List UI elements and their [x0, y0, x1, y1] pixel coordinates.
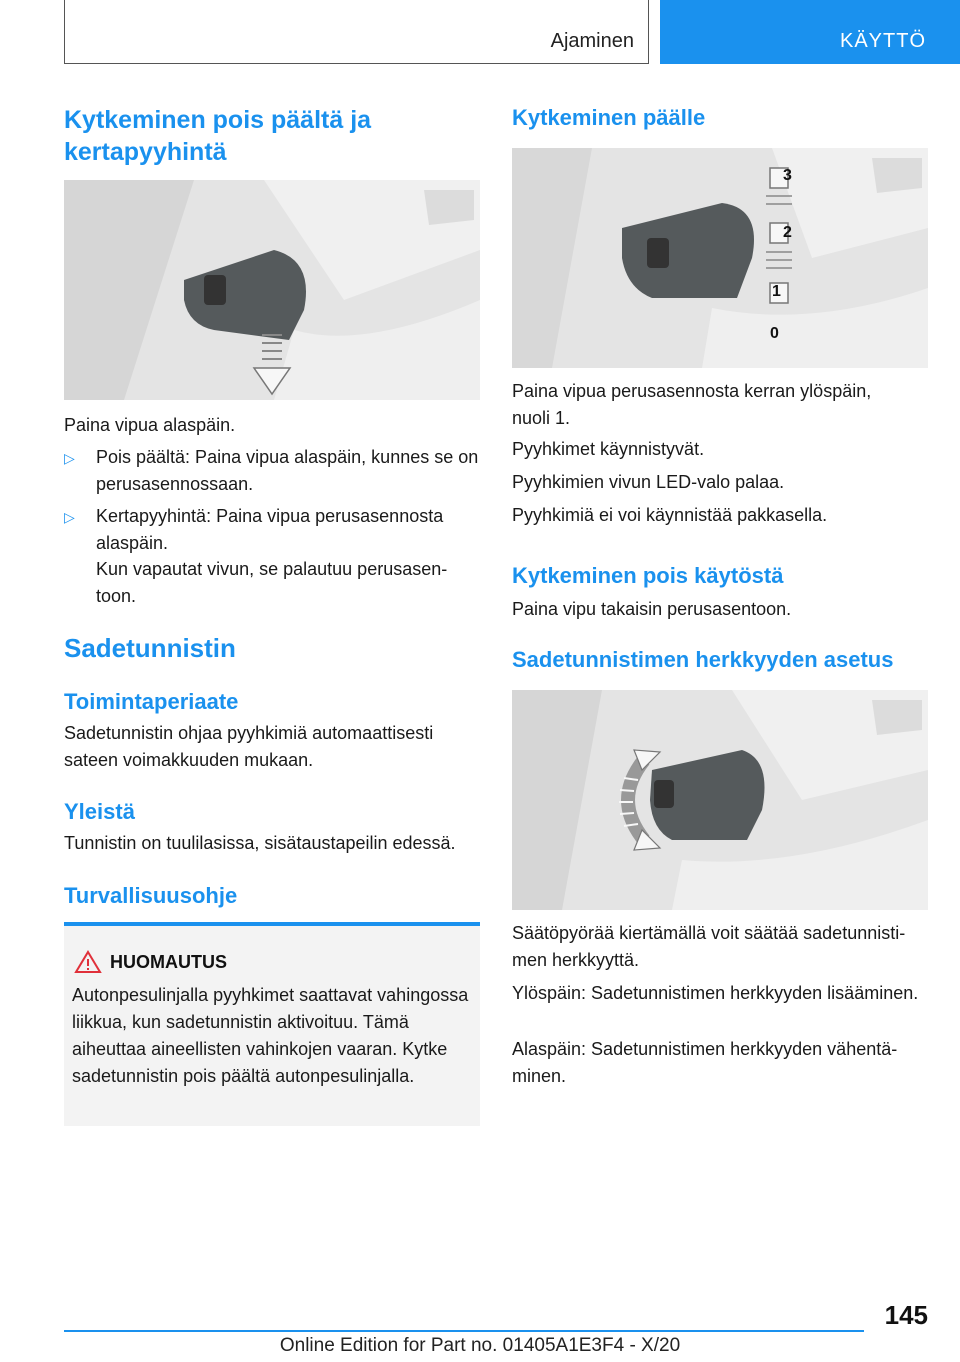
lever-down-illustration — [64, 180, 480, 400]
text-bullet-single-wipe: Kertapyyhintä: Paina vipua perusasennosta alaspäin. — [96, 506, 444, 553]
header-section: Ajaminen — [550, 30, 634, 52]
sensitivity-wheel-illustration — [512, 690, 928, 910]
text-general: Tunnistin on tuulilasissa, sisätaustapeilin edessä. — [64, 833, 456, 853]
text-bullet-off: Pois päältä: Paina vipua alaspäin, kunnes se on perusasennossaan. — [96, 447, 479, 494]
warning-triangle-icon — [74, 950, 102, 974]
heading-deactivate: Kytkeminen pois käytöstä — [512, 563, 784, 588]
heading-sensitivity: Sadetunnistimen herkkyyden asetus — [512, 647, 894, 672]
heading-principle: Toimintaperiaate — [64, 689, 239, 714]
label-position-1: 1 — [772, 283, 781, 300]
image-sensitivity-wheel — [512, 690, 928, 910]
footer-edition: Online Edition for Part no. 01405A1E3F4 - X/20 — [279, 1335, 681, 1356]
text-deactivate: Paina vipu takaisin perusasentoon. — [512, 599, 792, 619]
text-principle: Sadetunnistin ohjaa pyyhkimiä automaattisesti sateen voimakkuuden mukaan. — [64, 723, 434, 770]
page-number: 145 — [884, 1300, 928, 1330]
bullet-marker-1: ▷ — [64, 450, 75, 466]
notice-title: HUOMAUTUS — [110, 952, 227, 972]
text-press-down: Paina vipua alaspäin. — [64, 415, 236, 435]
text-bullet-single-wipe-extra: Kun vapautat vivun, se palautuu perusasentoon. — [96, 559, 448, 606]
heading-general: Yleistä — [64, 799, 135, 824]
text-switch-on-4: Pyyhkimiä ei voi käynnistää pakkasella. — [512, 505, 828, 525]
text-switch-on-1: Paina vipua perusasennosta kerran ylöspäin, nuoli 1. — [512, 381, 872, 428]
label-position-3: 3 — [783, 167, 792, 184]
header-section-box — [64, 0, 649, 64]
label-position-0: 0 — [770, 325, 779, 342]
notice-box — [64, 922, 480, 1126]
lever-up-illustration — [512, 148, 928, 368]
image-lever-down — [64, 180, 480, 400]
text-switch-on-3: Pyyhkimien vivun LED-valo palaa. — [512, 472, 785, 492]
heading-switch-on: Kytkeminen päälle — [512, 105, 706, 130]
notice-text: Autonpesulinjalla pyyhkimet saattavat vahingossa liikkua, kun sadetunnistin aktivoituu. Tämä aiheuttaa aineellisten vahinkojen vaaran. Kytke sadetunnistin pois päältä autonpesulinjalla. — [72, 985, 469, 1086]
bullet-marker-2: ▷ — [64, 509, 75, 525]
label-position-2: 2 — [783, 224, 792, 241]
text-switch-on-2: Pyyhkimet käynnistyvät. — [512, 439, 705, 459]
heading-rain-sensor: Sadetunnistin — [64, 633, 236, 663]
header-chapter-box — [660, 0, 960, 64]
header-chapter: KÄYTTÖ — [839, 30, 926, 52]
text-sensitivity-3: Alaspäin: Sadetunnistimen herkkyyden vähentäminen. — [512, 1039, 898, 1086]
image-lever-up — [512, 148, 928, 368]
heading-safety: Turvallisuusohje — [64, 883, 238, 908]
footer-divider — [64, 1330, 864, 1332]
heading-off-single-wipe: Kytkeminen pois päältä ja kertapyyhintä — [64, 106, 372, 166]
text-sensitivity-2: Ylöspäin: Sadetunnistimen herkkyyden lisääminen. — [512, 983, 919, 1003]
text-sensitivity-1: Säätöpyörää kiertämällä voit säätää sadetunnistimen herkkyyttä. — [512, 923, 906, 970]
